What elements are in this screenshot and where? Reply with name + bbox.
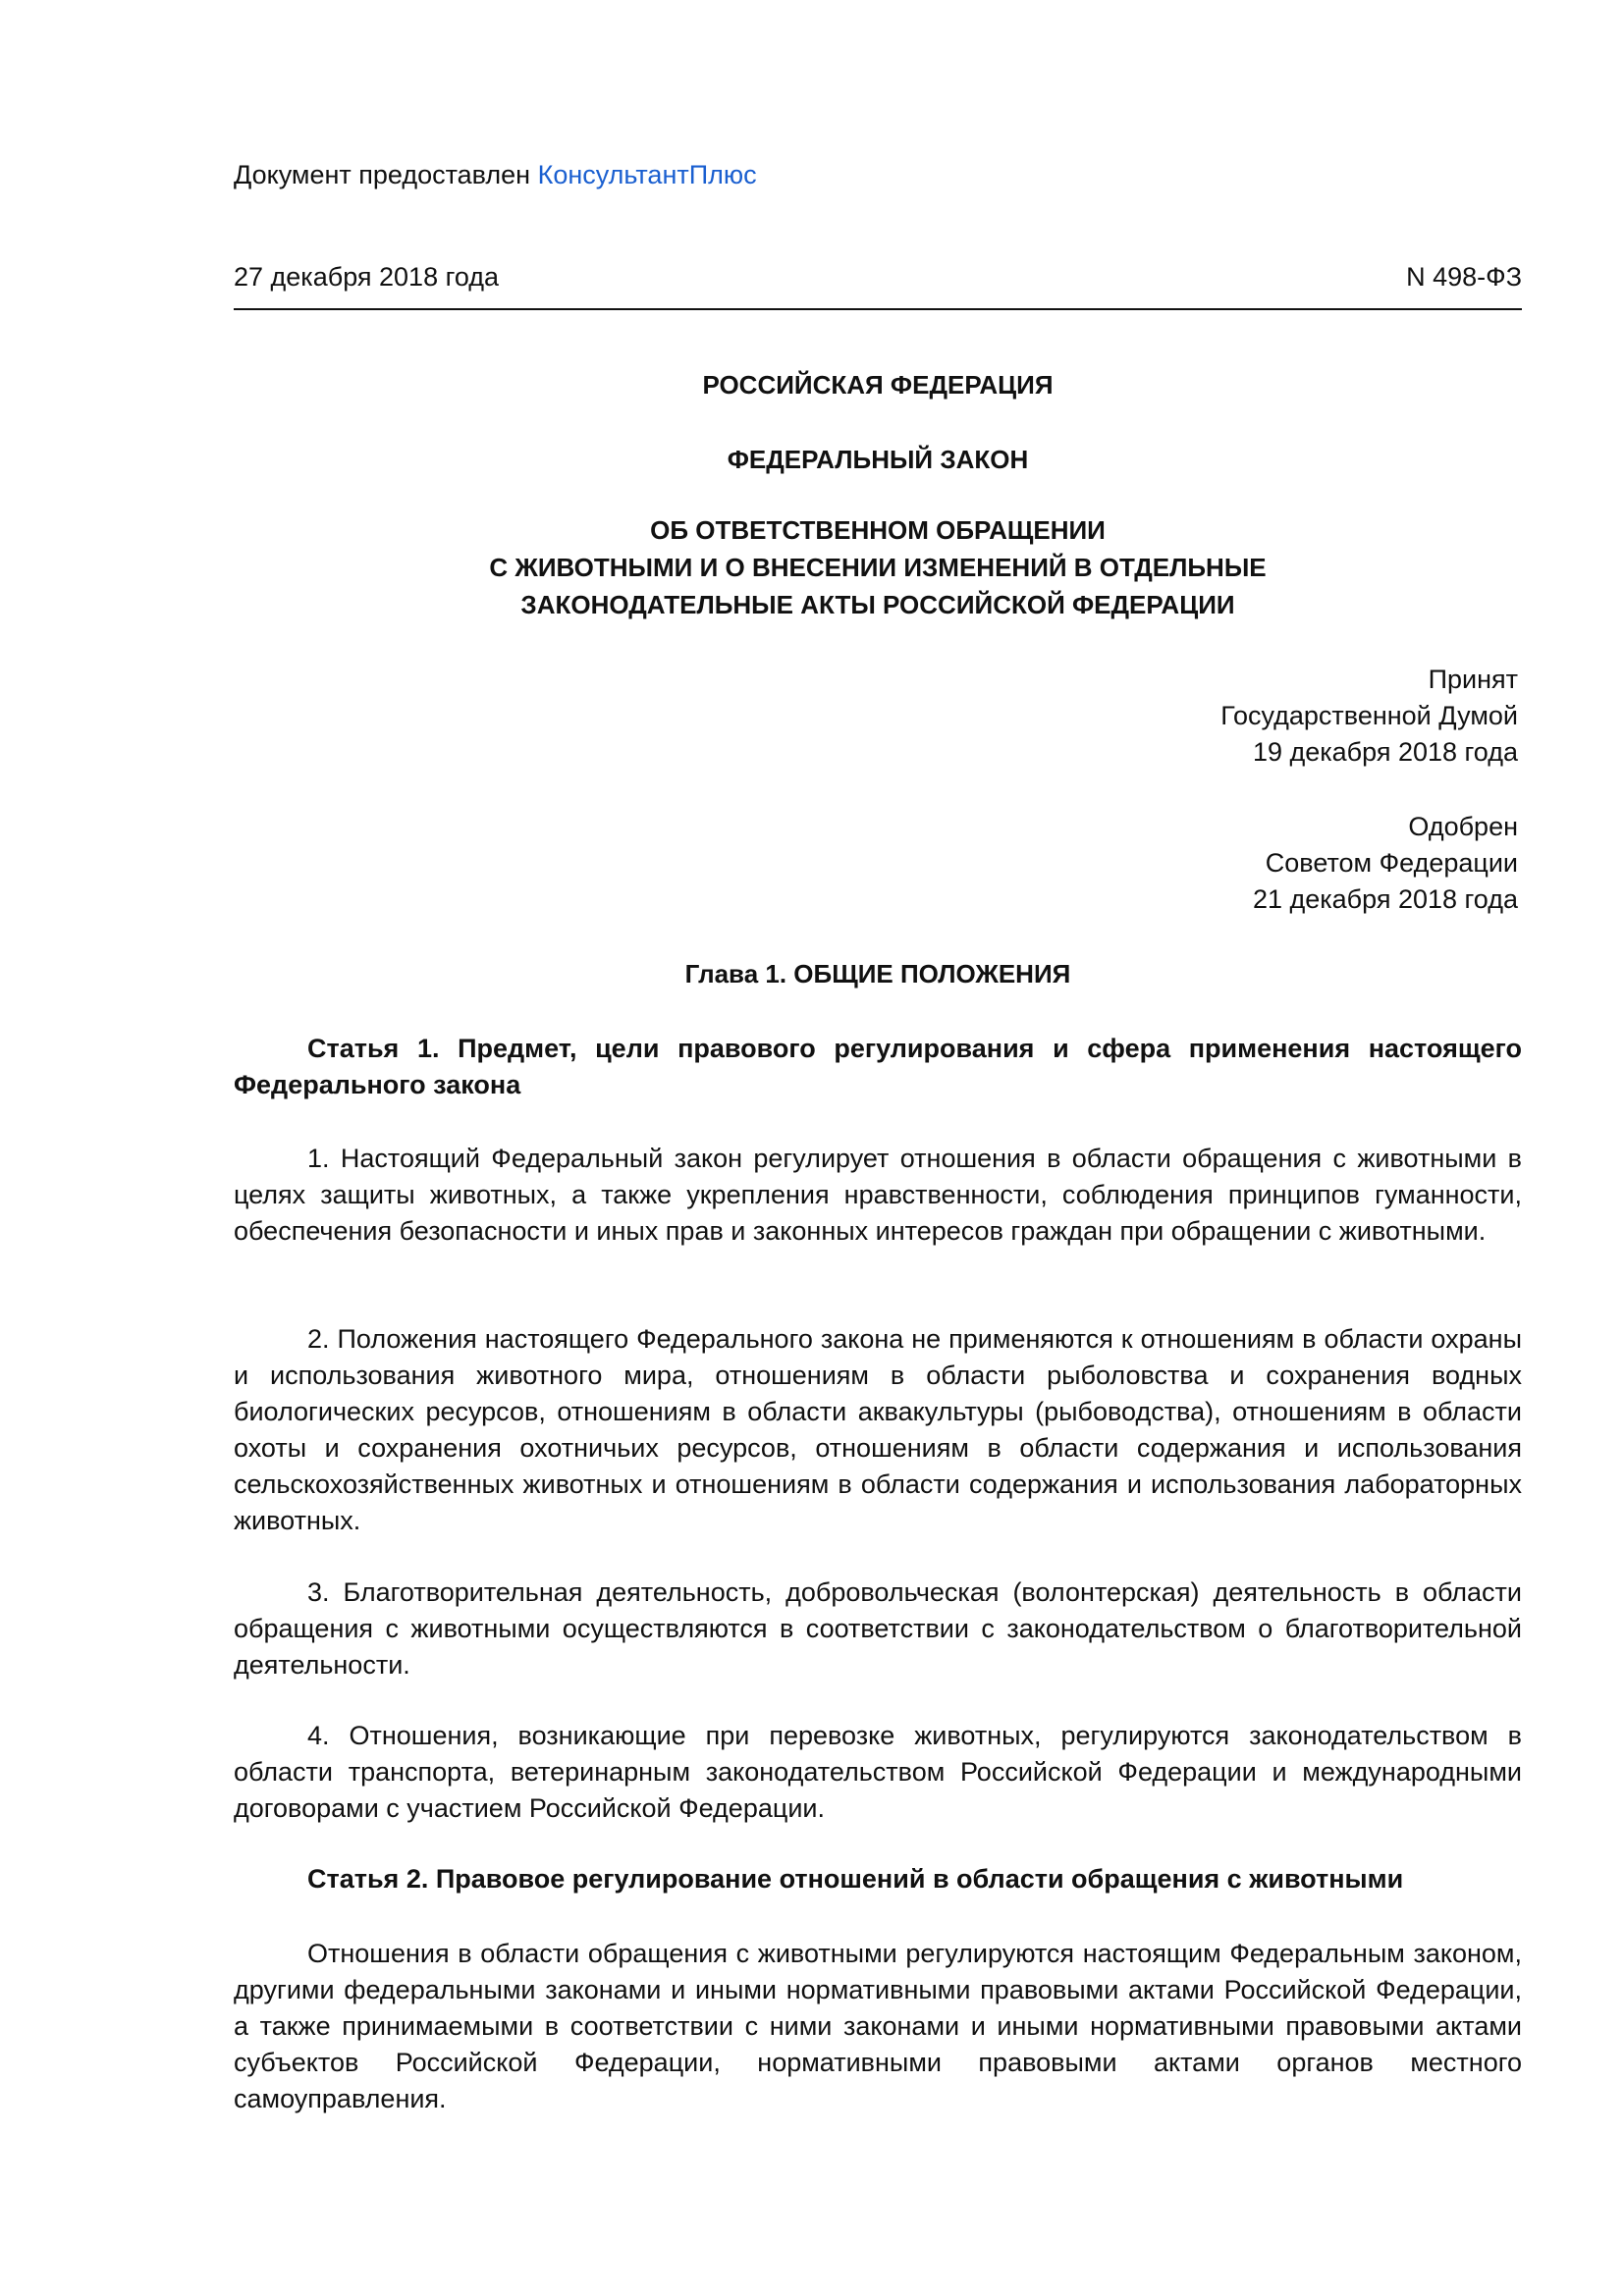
- doc-type-heading: ФЕДЕРАЛЬНЫЙ ЗАКОН: [727, 445, 1029, 474]
- article-1-title: Статья 1. Предмет, цели правового регулирования и сфера применения настоящего Федерального закона: [234, 1034, 1522, 1099]
- article-1-paragraph-4: 4. Отношения, возникающие при перевозке животных, регулируются законодательством в области транспорта, ветеринарным законодательством Российской Федерации и международными договорами с участием Российской Федерации.: [234, 1721, 1522, 1823]
- law-name-line-3: ЗАКОНОДАТЕЛЬНЫЕ АКТЫ РОССИЙСКОЙ ФЕДЕРАЦИИ: [520, 590, 1235, 619]
- provided-by-line: [234, 157, 757, 192]
- approved-line-1: Одобрен: [1408, 812, 1518, 841]
- law-name-line-2: С ЖИВОТНЫМИ И О ВНЕСЕНИИ ИЗМЕНЕНИЙ В ОТДЕЛЬНЫЕ: [489, 553, 1267, 582]
- article-1-paragraph-2: 2. Положения настоящего Федерального закона не применяются к отношениям в области охраны и использования животного мира, отношениям в области рыболовства и сохранения водных биологических ресурсов, отношениям в области аквакультуры (рыбоводства), отношениям в области охоты и сохранения охотничьих ресурсов, отношениям в области содержания и использования сельскохозяйственных животных и отношениям в области содержания и использования лабораторных животных.: [234, 1324, 1522, 1535]
- approved-line-3: 21 декабря 2018 года: [1252, 884, 1518, 914]
- header-divider: [234, 308, 1522, 310]
- adopted-line-2: Государственной Думой: [1220, 701, 1518, 730]
- law-date: 27 декабря 2018 года: [234, 262, 500, 292]
- article-1-paragraph-1: 1. Настоящий Федеральный закон регулирует отношения в области обращения с животными в целях защиты животных, а также укрепления нравственности, соблюдения принципов гуманности, обеспечения безопасности и иных прав и законных интересов граждан при обращении с животными.: [234, 1144, 1522, 1246]
- article-1-paragraph-3: 3. Благотворительная деятельность, добровольческая (волонтерская) деятельность в области обращения с животными осуществляются в соответствии с законодательством о благотворительной деятельности.: [234, 1577, 1522, 1680]
- law-number: N 498-ФЗ: [1406, 262, 1522, 292]
- country-heading: РОССИЙСКАЯ ФЕДЕРАЦИЯ: [702, 370, 1054, 400]
- consultant-plus-link[interactable]: КонсультантПлюс: [537, 160, 757, 189]
- law-name-line-1: ОБ ОТВЕТСТВЕННОМ ОБРАЩЕНИИ: [650, 515, 1106, 545]
- header-dateline: [234, 259, 1522, 294]
- provided-by-text: Документ предоставлен: [234, 160, 538, 189]
- chapter-1-title: Глава 1. ОБЩИЕ ПОЛОЖЕНИЯ: [684, 959, 1071, 988]
- approved-line-2: Советом Федерации: [1265, 848, 1518, 878]
- adopted-line-1: Принят: [1428, 665, 1518, 694]
- article-2-paragraph-1: Отношения в области обращения с животными регулируются настоящим Федеральным законом, другими федеральными законами и иными нормативными правовыми актами Российской Федерации, а также принимаемыми в соответствии с ними законами и иными нормативными правовыми актами субъектов Российской Федерации, нормативными правовыми актами органов местного самоуправления.: [234, 1939, 1522, 2113]
- adopted-line-3: 19 декабря 2018 года: [1252, 737, 1518, 767]
- article-2-title: Статья 2. Правовое регулирование отношений в области обращения с животными: [307, 1864, 1404, 1894]
